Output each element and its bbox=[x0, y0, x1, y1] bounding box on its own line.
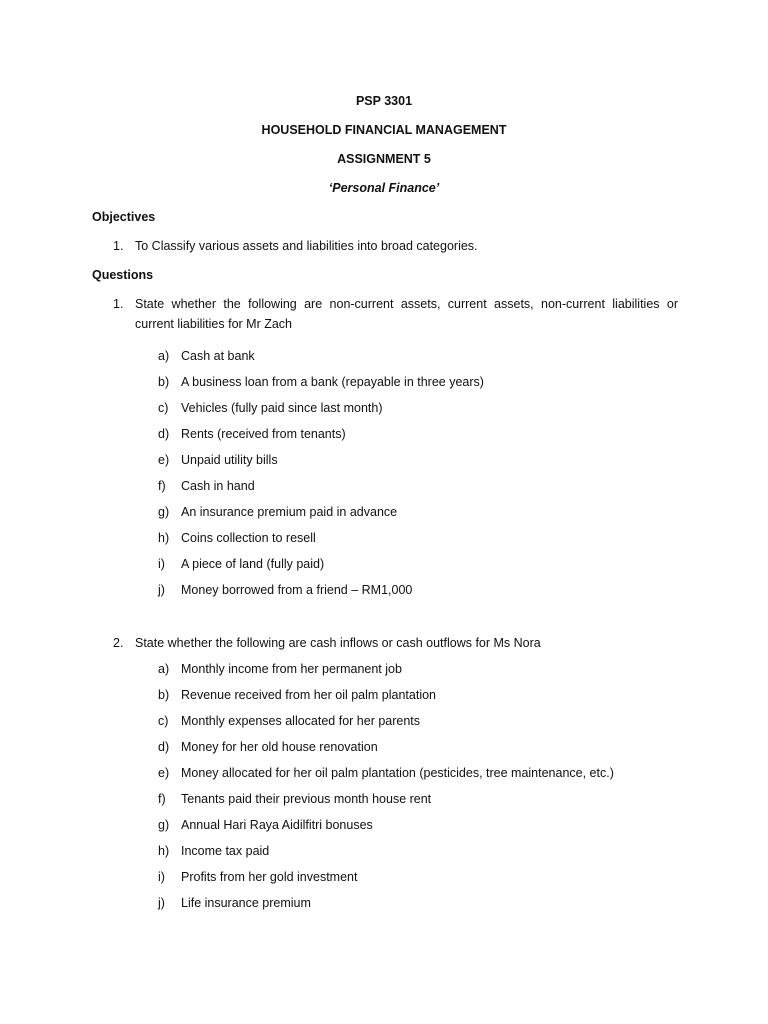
list-item-text: A piece of land (fully paid) bbox=[181, 557, 325, 571]
objective-text: To Classify various assets and liabilities into broad categories. bbox=[135, 239, 478, 253]
list-item-text: Money for her old house renovation bbox=[181, 740, 378, 754]
list-item-text: Money allocated for her oil palm plantation (pesticides, tree maintenance, etc.) bbox=[181, 766, 614, 780]
question-2-number: 2. bbox=[113, 636, 124, 650]
list-item-label: i) bbox=[158, 870, 165, 884]
list-item-text: Cash at bank bbox=[181, 349, 255, 363]
list-item-text: Income tax paid bbox=[181, 844, 270, 858]
list-item-label: f) bbox=[158, 479, 166, 493]
list-item-label: e) bbox=[158, 766, 170, 780]
list-item-label: a) bbox=[158, 662, 170, 676]
list-item-label: c) bbox=[158, 714, 169, 728]
list-item-label: h) bbox=[158, 844, 170, 858]
assignment-title: ASSIGNMENT 5 bbox=[337, 152, 431, 166]
questions-heading: Questions bbox=[92, 268, 154, 282]
list-item-text: Coins collection to resell bbox=[181, 531, 316, 545]
course-code: PSP 3301 bbox=[355, 94, 413, 108]
list-item-text: Revenue received from her oil palm plantation bbox=[181, 688, 436, 702]
question-1-line-1: State whether the following are non-current assets, current assets, non-current liabilities or bbox=[135, 297, 678, 311]
question-1-line-2: current liabilities for Mr Zach bbox=[135, 317, 292, 331]
list-item-label: j) bbox=[158, 896, 165, 910]
list-item-text: Life insurance premium bbox=[181, 896, 311, 910]
objective-number: 1. bbox=[113, 239, 124, 253]
objectives-heading: Objectives bbox=[92, 210, 156, 224]
list-item-label: d) bbox=[158, 740, 170, 754]
list-item-label: b) bbox=[158, 688, 170, 702]
list-item-text: Cash in hand bbox=[181, 479, 255, 493]
list-item-text: Vehicles (fully paid since last month) bbox=[181, 401, 383, 415]
question-2-text: State whether the following are cash inflows or cash outflows for Ms Nora bbox=[135, 636, 541, 650]
assignment-subtitle: ‘Personal Finance’ bbox=[328, 181, 440, 195]
list-item-label: f) bbox=[158, 792, 166, 806]
list-item-text: Monthly expenses allocated for her parents bbox=[181, 714, 421, 728]
list-item-text: A business loan from a bank (repayable in three years) bbox=[181, 375, 484, 389]
list-item-label: c) bbox=[158, 401, 169, 415]
question-1-number: 1. bbox=[113, 297, 124, 311]
list-item-text: An insurance premium paid in advance bbox=[181, 505, 398, 519]
list-item-text: Money borrowed from a friend – RM1,000 bbox=[181, 583, 413, 597]
course-name: HOUSEHOLD FINANCIAL MANAGEMENT bbox=[261, 123, 507, 137]
list-item-label: g) bbox=[158, 505, 170, 519]
list-item-label: g) bbox=[158, 818, 170, 832]
list-item-label: a) bbox=[158, 349, 170, 363]
list-item-label: d) bbox=[158, 427, 170, 441]
list-item-text: Tenants paid their previous month house rent bbox=[181, 792, 432, 806]
list-item-text: Annual Hari Raya Aidilfitri bonuses bbox=[181, 818, 373, 832]
list-item-label: j) bbox=[158, 583, 165, 597]
list-item-text: Rents (received from tenants) bbox=[181, 427, 346, 441]
list-item-label: b) bbox=[158, 375, 170, 389]
list-item-text: Profits from her gold investment bbox=[181, 870, 358, 884]
list-item-text: Unpaid utility bills bbox=[181, 453, 278, 467]
list-item-text: Monthly income from her permanent job bbox=[181, 662, 402, 676]
list-item-label: e) bbox=[158, 453, 170, 467]
list-item-label: h) bbox=[158, 531, 170, 545]
list-item-label: i) bbox=[158, 557, 165, 571]
